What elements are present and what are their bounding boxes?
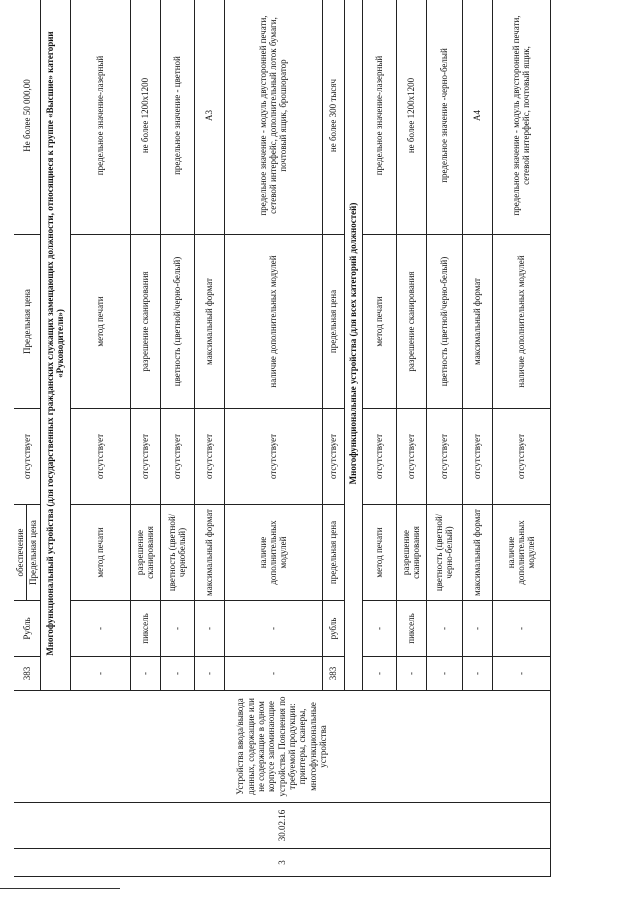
approved-characteristic: разрешение сканирования xyxy=(396,235,426,409)
approved-characteristic: метод печати xyxy=(70,235,130,409)
okei-code: - xyxy=(160,657,194,691)
approved-value: не более 300 тысяч xyxy=(322,0,344,235)
unit: - xyxy=(224,601,322,657)
approved-value: не более 1200х1200 xyxy=(130,0,160,235)
characteristic: наличие дополнительных модулей xyxy=(224,505,322,601)
okpd-code: 30.02.16 xyxy=(14,803,550,849)
characteristic: разрешение сканирования xyxy=(396,505,426,601)
unit: пиксель xyxy=(130,601,160,657)
unit: - xyxy=(426,601,462,657)
approved-characteristic: предельная цена xyxy=(322,235,344,409)
characteristic: предельная цена xyxy=(322,505,344,601)
approved-value: не более 1200х1200 xyxy=(396,0,426,235)
characteristic: разрешение сканирования xyxy=(130,505,160,601)
okei-code: - xyxy=(362,657,396,691)
scan-edge-line xyxy=(0,888,120,889)
approved-characteristic: наличие дополнительных модулей xyxy=(224,235,322,409)
okei-code: - xyxy=(224,657,322,691)
approved-value: предельное значение-лазерный xyxy=(70,0,130,235)
okei-code: - xyxy=(492,657,550,691)
unit: - xyxy=(462,601,492,657)
value: отсутствует xyxy=(224,409,322,505)
unit: - xyxy=(70,601,130,657)
unit: - xyxy=(492,601,550,657)
section-title: Многофункциональный устройства (для государственных гражданских служащих замещающих должности, относящиеся к группе «Высшие» категории «Руководители») xyxy=(40,0,70,691)
unit: Рубль xyxy=(14,601,40,657)
okei-code: - xyxy=(426,657,462,691)
approved-value: предельное значение - модуль двусторонней печати, сетевой интерфейс, почтовый ящик, xyxy=(492,0,550,235)
okei-code: 383 xyxy=(14,657,40,691)
approved-characteristic: цветность (цветной/черно-белый) xyxy=(160,235,194,409)
approved-value: предельное значение-лазерный xyxy=(362,0,396,235)
value: отсутствует xyxy=(426,409,462,505)
header-fragment: обеспечение xyxy=(14,505,27,600)
approved-characteristic: разрешение сканирования xyxy=(130,235,160,409)
value: отсутствует xyxy=(462,409,492,505)
okei-code: 383 xyxy=(322,657,344,691)
characteristic-text: Предельная цена xyxy=(28,520,39,585)
approved-characteristic: наличие дополнительных модулей xyxy=(492,235,550,409)
section-title: Многофункциональные устройства (для всех категорий должностей) xyxy=(344,0,362,691)
okei-code: - xyxy=(462,657,492,691)
approved-value: А3 xyxy=(194,0,224,235)
characteristic: максимальный формат xyxy=(194,505,224,601)
product-name: Устройства ввода/вывода данных, содержащие или не содержащие в одном корпусе запоминающие устройства. Пояснения по требуемой продукции: принтеры, сканеры, многофункциональные устройства xyxy=(14,691,550,803)
characteristic: цветность (цветной/черно-белый) xyxy=(426,505,462,601)
approved-characteristic: Предельная цена xyxy=(14,235,40,409)
okei-code: - xyxy=(396,657,426,691)
approved-characteristic: максимальный формат xyxy=(462,235,492,409)
unit: - xyxy=(194,601,224,657)
table-row xyxy=(14,0,40,877)
approved-characteristic: метод печати xyxy=(362,235,396,409)
characteristic: цветность (цветной/чернобелый) xyxy=(160,505,194,601)
approved-value: предельное значение -черно-белый xyxy=(426,0,462,235)
unit: - xyxy=(362,601,396,657)
value: отсутствует xyxy=(70,409,130,505)
value: отсутствует xyxy=(14,409,40,505)
value: отсутствует xyxy=(362,409,396,505)
approved-characteristic: цветность (цветной/черно-белый) xyxy=(426,235,462,409)
characteristic: максимальный формат xyxy=(462,505,492,601)
unit: пиксель xyxy=(396,601,426,657)
value: отсутствует xyxy=(322,409,344,505)
unit: - xyxy=(160,601,194,657)
approved-characteristic: максимальный формат xyxy=(194,235,224,409)
characteristic xyxy=(14,505,40,601)
characteristic: метод печати xyxy=(362,505,396,601)
approved-value: А4 xyxy=(462,0,492,235)
okei-code: - xyxy=(130,657,160,691)
value: отсутствует xyxy=(492,409,550,505)
approved-value: предельное значение - модуль двусторонней печати, сетевой интерфейс, дополнительный лоток бумаги, почтовый ящик, брошюратор xyxy=(224,0,322,235)
value: отсутствует xyxy=(194,409,224,505)
value: отсутствует xyxy=(396,409,426,505)
row-number: 3 xyxy=(14,849,550,877)
characteristic: наличие дополнительных модулей xyxy=(492,505,550,601)
okei-code: - xyxy=(70,657,130,691)
requirements-table xyxy=(14,0,551,877)
approved-value: Не более 50 000,00 xyxy=(14,0,40,235)
value: отсутствует xyxy=(130,409,160,505)
okei-code: - xyxy=(194,657,224,691)
unit: рубль xyxy=(322,601,344,657)
value: отсутствует xyxy=(160,409,194,505)
characteristic: метод печати xyxy=(70,505,130,601)
approved-value: предельное значение - цветной xyxy=(160,0,194,235)
